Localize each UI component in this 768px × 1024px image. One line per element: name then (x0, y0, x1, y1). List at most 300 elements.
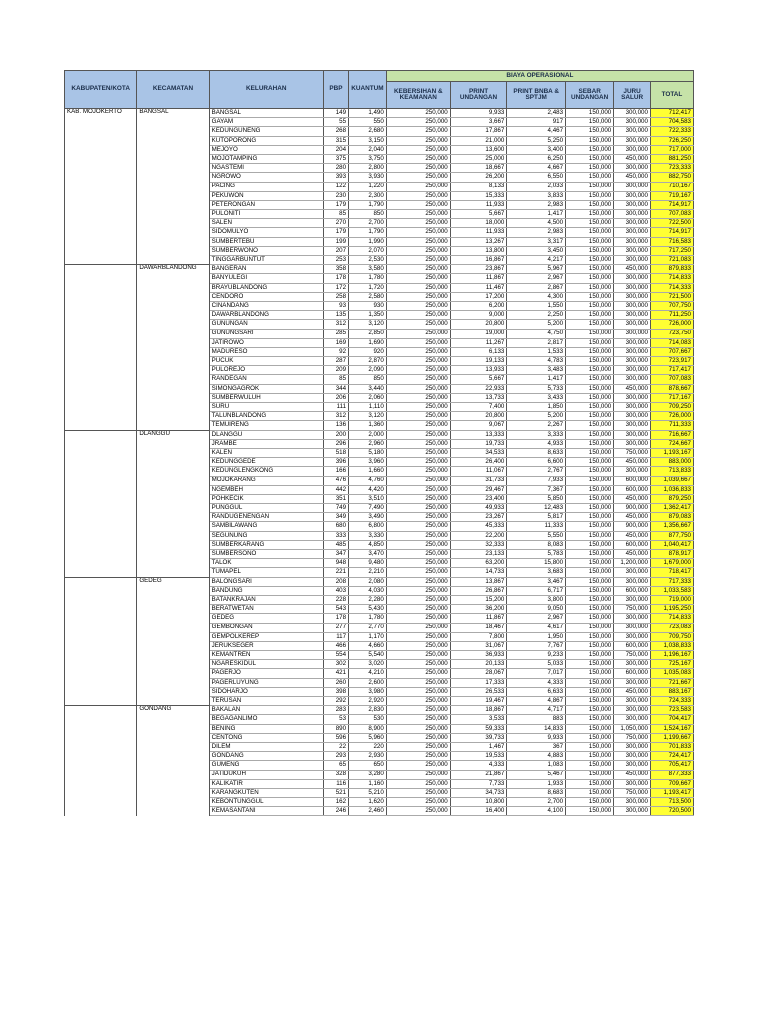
cell-total: 721,500 (650, 292, 693, 301)
cell-print-undangan: 13,867 (450, 577, 507, 586)
cell-print-bnba: 12,483 (507, 504, 566, 513)
cell-total: 711,250 (650, 311, 693, 320)
cell-juru-salur: 300,000 (614, 219, 651, 228)
cell-pbp: 268 (323, 127, 348, 136)
cell-print-undangan: 20,800 (450, 412, 507, 421)
cell-print-undangan: 21,000 (450, 136, 507, 145)
cell-kabupaten (65, 458, 137, 467)
cell-print-undangan: 3,667 (450, 118, 507, 127)
cell-kebersihan: 250,000 (386, 210, 450, 219)
cell-total: 1,035,083 (650, 669, 693, 678)
cell-kebersihan: 250,000 (386, 118, 450, 127)
cell-sebar-undangan: 150,000 (566, 448, 614, 457)
cell-sebar-undangan: 150,000 (566, 219, 614, 228)
cell-print-bnba: 4,783 (507, 357, 566, 366)
cell-sebar-undangan: 150,000 (566, 412, 614, 421)
cell-kelurahan: NGARESKIDUL (209, 660, 323, 669)
cell-kebersihan: 250,000 (386, 347, 450, 356)
cell-print-undangan: 14,733 (450, 568, 507, 577)
cell-sebar-undangan: 150,000 (566, 274, 614, 283)
cell-kebersihan: 250,000 (386, 283, 450, 292)
cell-print-bnba: 1,417 (507, 375, 566, 384)
cell-kelurahan: MOJOTAMPING (209, 154, 323, 163)
cell-kecamatan (137, 127, 209, 136)
cell-kelurahan: GEMBONGAN (209, 623, 323, 632)
cell-kuantum: 2,530 (349, 256, 387, 265)
cell-juru-salur: 450,000 (614, 550, 651, 559)
cell-kuantum: 1,690 (349, 338, 387, 347)
cell-kebersihan: 250,000 (386, 494, 450, 503)
cell-print-undangan: 8,133 (450, 182, 507, 191)
cell-kebersihan: 250,000 (386, 430, 450, 439)
cell-print-undangan: 11,467 (450, 283, 507, 292)
cell-kebersihan: 250,000 (386, 301, 450, 310)
cell-sebar-undangan: 150,000 (566, 384, 614, 393)
cell-pbp: 149 (323, 109, 348, 118)
cell-kabupaten (65, 182, 137, 191)
table-row (65, 641, 694, 650)
cell-kebersihan: 250,000 (386, 421, 450, 430)
cell-kuantum: 2,850 (349, 329, 387, 338)
cell-kelurahan: NGEMBEH (209, 485, 323, 494)
cell-pbp: 393 (323, 173, 348, 182)
cell-kabupaten (65, 715, 137, 724)
cell-kuantum: 1,620 (349, 798, 387, 807)
cell-juru-salur: 300,000 (614, 237, 651, 246)
cell-kuantum: 3,750 (349, 154, 387, 163)
cell-kelurahan: PAGERJO (209, 669, 323, 678)
cell-kuantum: 2,080 (349, 577, 387, 586)
cell-print-undangan: 59,333 (450, 724, 507, 733)
cell-kecamatan (137, 393, 209, 402)
cell-kabupaten (65, 246, 137, 255)
cell-kuantum: 2,070 (349, 246, 387, 255)
table-row (65, 338, 694, 347)
cell-kecamatan: DAWARBLANDONG (137, 265, 209, 274)
cell-sebar-undangan: 150,000 (566, 550, 614, 559)
cell-kelurahan: BANGSAL (209, 109, 323, 118)
cell-total: 717,167 (650, 393, 693, 402)
cell-juru-salur: 450,000 (614, 265, 651, 274)
table-row (65, 265, 694, 274)
table-row (65, 651, 694, 660)
cell-kabupaten (65, 485, 137, 494)
cell-kecamatan (137, 788, 209, 797)
cell-kebersihan: 250,000 (386, 577, 450, 586)
cell-pbp: 466 (323, 641, 348, 650)
table-row (65, 632, 694, 641)
table-row (65, 504, 694, 513)
cell-kabupaten (65, 338, 137, 347)
cell-sebar-undangan: 150,000 (566, 614, 614, 623)
cell-print-bnba: 3,800 (507, 595, 566, 604)
table-row (65, 807, 694, 816)
cell-kebersihan: 250,000 (386, 623, 450, 632)
cell-sebar-undangan: 150,000 (566, 200, 614, 209)
cell-total: 719,000 (650, 595, 693, 604)
cell-total: 711,333 (650, 421, 693, 430)
cell-sebar-undangan: 150,000 (566, 504, 614, 513)
cell-print-bnba: 3,833 (507, 191, 566, 200)
cell-kabupaten (65, 467, 137, 476)
cell-sebar-undangan: 150,000 (566, 660, 614, 669)
table-row (65, 127, 694, 136)
cell-juru-salur: 300,000 (614, 595, 651, 604)
header-kelurahan: KELURAHAN (209, 71, 323, 109)
cell-kebersihan: 250,000 (386, 559, 450, 568)
cell-print-bnba: 7,933 (507, 476, 566, 485)
cell-kuantum: 2,920 (349, 697, 387, 706)
cell-pbp: 285 (323, 329, 348, 338)
cell-print-bnba: 4,333 (507, 678, 566, 687)
cell-kuantum: 5,960 (349, 733, 387, 742)
table-row (65, 540, 694, 549)
cell-print-undangan: 22,933 (450, 384, 507, 393)
cell-kuantum: 6,800 (349, 522, 387, 531)
cell-total: 717,250 (650, 246, 693, 255)
cell-kabupaten (65, 274, 137, 283)
cell-print-bnba: 367 (507, 742, 566, 751)
cell-pbp: 344 (323, 384, 348, 393)
cell-juru-salur: 450,000 (614, 154, 651, 163)
cell-kecamatan (137, 494, 209, 503)
cell-pbp: 260 (323, 678, 348, 687)
cell-kuantum: 7,490 (349, 504, 387, 513)
cell-juru-salur: 300,000 (614, 577, 651, 586)
cell-total: 717,417 (650, 366, 693, 375)
cell-pbp: 135 (323, 311, 348, 320)
cell-kuantum: 2,770 (349, 623, 387, 632)
cell-pbp: 253 (323, 256, 348, 265)
cell-kuantum: 9,480 (349, 559, 387, 568)
cell-kecamatan (137, 540, 209, 549)
cell-juru-salur: 300,000 (614, 467, 651, 476)
cell-sebar-undangan: 150,000 (566, 458, 614, 467)
cell-kebersihan: 250,000 (386, 127, 450, 136)
cell-total: 724,417 (650, 752, 693, 761)
cell-print-undangan: 49,933 (450, 504, 507, 513)
cell-print-bnba: 1,083 (507, 761, 566, 770)
cell-print-undangan: 15,200 (450, 595, 507, 604)
cell-kuantum: 1,990 (349, 237, 387, 246)
cell-juru-salur: 300,000 (614, 568, 651, 577)
cell-sebar-undangan: 150,000 (566, 476, 614, 485)
cell-kuantum: 930 (349, 301, 387, 310)
cell-print-bnba: 1,950 (507, 632, 566, 641)
cell-total: 725,167 (650, 660, 693, 669)
cell-pbp: 199 (323, 237, 348, 246)
cell-juru-salur: 300,000 (614, 393, 651, 402)
cell-kelurahan: GEMPOLKEREP (209, 632, 323, 641)
cell-kelurahan: PULOREJO (209, 366, 323, 375)
cell-kecamatan (137, 228, 209, 237)
cell-kecamatan (137, 320, 209, 329)
cell-kebersihan: 250,000 (386, 605, 450, 614)
cell-kabupaten (65, 522, 137, 531)
cell-kelurahan: BEGAGANLIMO (209, 715, 323, 724)
table-row (65, 366, 694, 375)
cell-kabupaten (65, 421, 137, 430)
cell-sebar-undangan: 150,000 (566, 311, 614, 320)
cell-print-undangan: 29,467 (450, 485, 507, 494)
cell-kebersihan: 250,000 (386, 788, 450, 797)
cell-kebersihan: 250,000 (386, 145, 450, 154)
cell-kelurahan: BENING (209, 724, 323, 733)
cell-kuantum: 4,210 (349, 669, 387, 678)
cell-kuantum: 3,490 (349, 513, 387, 522)
cell-kelurahan: KEMASANTANI (209, 807, 323, 816)
table-row (65, 706, 694, 715)
cell-juru-salur: 300,000 (614, 292, 651, 301)
cell-print-bnba: 5,200 (507, 320, 566, 329)
cell-kelurahan: JERUKSEGER (209, 641, 323, 650)
cell-kecamatan (137, 237, 209, 246)
cell-kabupaten (65, 669, 137, 678)
cell-pbp: 749 (323, 504, 348, 513)
cell-sebar-undangan: 150,000 (566, 761, 614, 770)
cell-kecamatan (137, 641, 209, 650)
cell-juru-salur: 900,000 (614, 522, 651, 531)
cell-kelurahan: TINGGARBUNTUT (209, 256, 323, 265)
cell-print-undangan: 13,600 (450, 145, 507, 154)
cell-total: 723,083 (650, 623, 693, 632)
cell-kabupaten (65, 494, 137, 503)
cell-kelurahan: GAYAM (209, 118, 323, 127)
cell-total: 709,750 (650, 632, 693, 641)
cell-kuantum: 1,780 (349, 274, 387, 283)
cell-print-undangan: 26,200 (450, 173, 507, 182)
cell-pbp: 53 (323, 715, 348, 724)
cell-print-bnba: 4,717 (507, 706, 566, 715)
cell-total: 1,038,833 (650, 641, 693, 650)
cell-kelurahan: DLANGGU (209, 430, 323, 439)
cell-kuantum: 5,540 (349, 651, 387, 660)
cell-kuantum: 3,020 (349, 660, 387, 669)
cell-kecamatan (137, 301, 209, 310)
cell-print-undangan: 26,533 (450, 687, 507, 696)
cell-kabupaten (65, 311, 137, 320)
cell-juru-salur: 300,000 (614, 283, 651, 292)
cell-print-undangan: 31,067 (450, 641, 507, 650)
cell-juru-salur: 300,000 (614, 366, 651, 375)
cell-juru-salur: 750,000 (614, 733, 651, 742)
table-row (65, 403, 694, 412)
cell-kebersihan: 250,000 (386, 761, 450, 770)
cell-sebar-undangan: 150,000 (566, 586, 614, 595)
table-row (65, 109, 694, 118)
cell-total: 716,583 (650, 237, 693, 246)
cell-kelurahan: BAKALAN (209, 706, 323, 715)
cell-print-bnba: 4,867 (507, 697, 566, 706)
cell-total: 707,083 (650, 210, 693, 219)
cell-print-bnba: 11,333 (507, 522, 566, 531)
cell-print-bnba: 4,500 (507, 219, 566, 228)
cell-kecamatan (137, 623, 209, 632)
cell-sebar-undangan: 150,000 (566, 742, 614, 751)
cell-pbp: 521 (323, 788, 348, 797)
cell-pbp: 169 (323, 338, 348, 347)
cell-print-bnba: 3,400 (507, 145, 566, 154)
cell-kabupaten (65, 623, 137, 632)
cell-pbp: 166 (323, 467, 348, 476)
cell-juru-salur: 300,000 (614, 761, 651, 770)
cell-total: 720,500 (650, 807, 693, 816)
cell-kelurahan: PEKUWON (209, 191, 323, 200)
cell-pbp: 179 (323, 228, 348, 237)
cell-sebar-undangan: 150,000 (566, 568, 614, 577)
cell-print-undangan: 36,933 (450, 651, 507, 660)
cell-kabupaten (65, 550, 137, 559)
table-row (65, 439, 694, 448)
cell-pbp: 351 (323, 494, 348, 503)
cell-total: 707,750 (650, 301, 693, 310)
cell-kuantum: 4,850 (349, 540, 387, 549)
table-row (65, 357, 694, 366)
cell-print-undangan: 11,867 (450, 614, 507, 623)
cell-print-undangan: 3,533 (450, 715, 507, 724)
cell-total: 714,917 (650, 200, 693, 209)
table-row (65, 329, 694, 338)
cell-print-bnba: 6,250 (507, 154, 566, 163)
cell-sebar-undangan: 150,000 (566, 715, 614, 724)
cell-kebersihan: 250,000 (386, 476, 450, 485)
cell-kebersihan: 250,000 (386, 200, 450, 209)
cell-kelurahan: POHKECIK (209, 494, 323, 503)
cell-print-bnba: 917 (507, 118, 566, 127)
table-row (65, 256, 694, 265)
cell-pbp: 396 (323, 458, 348, 467)
cell-kebersihan: 250,000 (386, 504, 450, 513)
cell-juru-salur: 450,000 (614, 770, 651, 779)
cell-print-bnba: 6,600 (507, 458, 566, 467)
cell-kabupaten (65, 660, 137, 669)
cell-kuantum: 3,960 (349, 458, 387, 467)
cell-print-bnba: 5,250 (507, 136, 566, 145)
cell-kebersihan: 250,000 (386, 228, 450, 237)
cell-kabupaten (65, 761, 137, 770)
cell-kelurahan: GUNUNGSARI (209, 329, 323, 338)
cell-juru-salur: 300,000 (614, 182, 651, 191)
cell-juru-salur: 300,000 (614, 779, 651, 788)
cell-juru-salur: 300,000 (614, 347, 651, 356)
table-row (65, 200, 694, 209)
table-row (65, 246, 694, 255)
cell-kebersihan: 250,000 (386, 458, 450, 467)
cell-sebar-undangan: 150,000 (566, 403, 614, 412)
cell-kuantum: 3,440 (349, 384, 387, 393)
header-kebersihan: KEBERSIHAN & KEAMANAN (386, 82, 450, 109)
cell-print-undangan: 5,667 (450, 375, 507, 384)
table-row (65, 742, 694, 751)
cell-kebersihan: 250,000 (386, 191, 450, 200)
cell-kecamatan (137, 761, 209, 770)
cell-juru-salur: 300,000 (614, 136, 651, 145)
cell-total: 1,040,417 (650, 540, 693, 549)
cell-total: 712,417 (650, 109, 693, 118)
cell-kebersihan: 250,000 (386, 467, 450, 476)
table-row (65, 191, 694, 200)
table-row (65, 550, 694, 559)
spreadsheet (64, 70, 694, 816)
cell-kuantum: 1,490 (349, 109, 387, 118)
cell-kuantum: 1,720 (349, 283, 387, 292)
cell-juru-salur: 300,000 (614, 301, 651, 310)
cell-kelurahan: PAGERLUYUNG (209, 678, 323, 687)
cell-kelurahan: SEGUNUNG (209, 531, 323, 540)
cell-kebersihan: 250,000 (386, 779, 450, 788)
cell-kebersihan: 250,000 (386, 366, 450, 375)
cell-kecamatan (137, 448, 209, 457)
cell-juru-salur: 450,000 (614, 494, 651, 503)
cell-kecamatan (137, 807, 209, 816)
cell-print-bnba: 2,700 (507, 798, 566, 807)
table-row (65, 210, 694, 219)
cell-print-bnba: 2,967 (507, 614, 566, 623)
table-row (65, 320, 694, 329)
cell-kelurahan: NGASTEMI (209, 164, 323, 173)
cell-kuantum: 4,030 (349, 586, 387, 595)
cell-kuantum: 1,360 (349, 421, 387, 430)
cell-kebersihan: 250,000 (386, 651, 450, 660)
cell-kabupaten (65, 614, 137, 623)
table-row (65, 788, 694, 797)
cell-kabupaten (65, 752, 137, 761)
cell-kelurahan: TUMAPEL (209, 568, 323, 577)
cell-print-undangan: 16,400 (450, 807, 507, 816)
cell-kuantum: 2,060 (349, 393, 387, 402)
cell-sebar-undangan: 150,000 (566, 807, 614, 816)
cell-pbp: 55 (323, 118, 348, 127)
cell-print-undangan: 4,333 (450, 761, 507, 770)
cell-juru-salur: 300,000 (614, 614, 651, 623)
cell-sebar-undangan: 150,000 (566, 256, 614, 265)
cell-print-bnba: 7,767 (507, 641, 566, 650)
cell-print-undangan: 17,867 (450, 127, 507, 136)
cell-kecamatan (137, 375, 209, 384)
cell-kelurahan: RANDUGENENGAN (209, 513, 323, 522)
cell-sebar-undangan: 150,000 (566, 292, 614, 301)
cell-kuantum: 1,660 (349, 467, 387, 476)
cell-pbp: 312 (323, 320, 348, 329)
cell-kecamatan (137, 357, 209, 366)
cell-kelurahan: TERUSAN (209, 697, 323, 706)
cell-kecamatan (137, 614, 209, 623)
cell-kecamatan (137, 154, 209, 163)
cell-sebar-undangan: 150,000 (566, 752, 614, 761)
cell-sebar-undangan: 150,000 (566, 283, 614, 292)
table-row (65, 494, 694, 503)
cell-kabupaten (65, 228, 137, 237)
cell-sebar-undangan: 150,000 (566, 347, 614, 356)
cell-kuantum: 2,460 (349, 807, 387, 816)
cell-total: 710,167 (650, 182, 693, 191)
cell-kelurahan: PETERONGAN (209, 200, 323, 209)
cell-kabupaten (65, 531, 137, 540)
cell-print-bnba: 3,317 (507, 237, 566, 246)
cell-kuantum: 1,780 (349, 614, 387, 623)
cell-print-undangan: 17,333 (450, 678, 507, 687)
cell-kecamatan (137, 173, 209, 182)
cell-kabupaten (65, 807, 137, 816)
cell-kelurahan: MOJOKARANG (209, 476, 323, 485)
cell-pbp: 277 (323, 623, 348, 632)
cell-kecamatan (137, 595, 209, 604)
cell-juru-salur: 300,000 (614, 715, 651, 724)
cell-pbp: 375 (323, 154, 348, 163)
cell-total: 724,333 (650, 697, 693, 706)
cell-pbp: 347 (323, 550, 348, 559)
cell-kabupaten (65, 724, 137, 733)
